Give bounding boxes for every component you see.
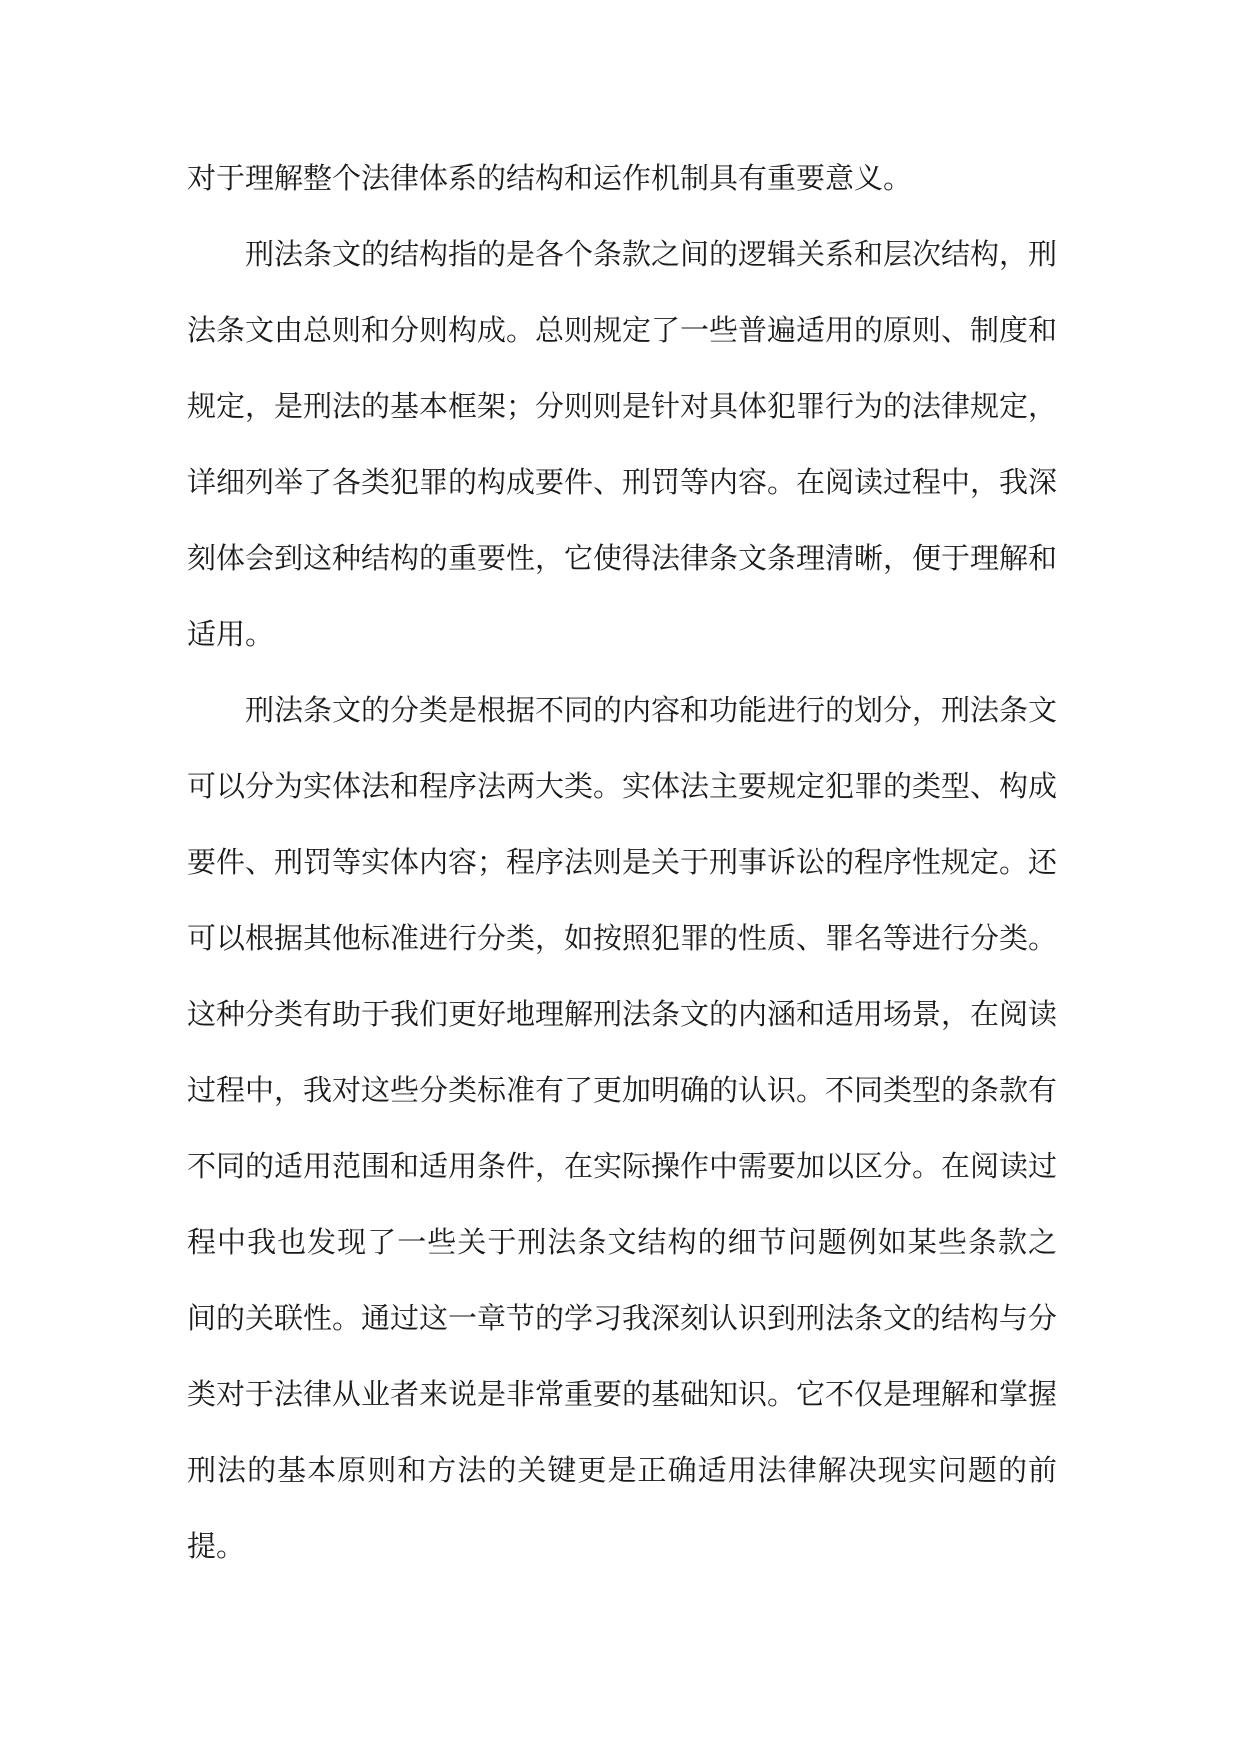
text-line: 类对于法律从业者来说是非常重要的基础知识。它不仅是理解和掌握	[187, 1377, 1057, 1411]
body-text	[187, 140, 1057, 1584]
paragraph	[187, 216, 1057, 672]
text-line: 对于理解整个法律体系的结构和运作机制具有重要意义。	[187, 161, 913, 195]
text-line: 法条文由总则和分则构成。总则规定了一些普遍适用的原则、制度和	[187, 313, 1057, 347]
paragraph	[187, 672, 1057, 1584]
text-line: 适用。	[187, 617, 275, 651]
text-line: 刑法条文的结构指的是各个条款之间的逻辑关系和层次结构，刑	[245, 237, 1057, 271]
text-line: 这种分类有助于我们更好地理解刑法条文的内涵和适用场景，在阅读	[187, 997, 1057, 1031]
text-line: 规定，是刑法的基本框架；分则则是针对具体犯罪行为的法律规定，	[187, 389, 1057, 423]
text-line: 程中我也发现了一些关于刑法条文结构的细节问题例如某些条款之	[187, 1225, 1057, 1259]
text-line: 间的关联性。通过这一章节的学习我深刻认识到刑法条文的结构与分	[187, 1301, 1057, 1335]
text-line: 刑法条文的分类是根据不同的内容和功能进行的划分，刑法条文	[245, 693, 1057, 727]
text-line: 详细列举了各类犯罪的构成要件、刑罚等内容。在阅读过程中，我深	[187, 465, 1057, 499]
text-line: 刻体会到这种结构的重要性，它使得法律条文条理清晰，便于理解和	[187, 541, 1057, 575]
text-line: 刑法的基本原则和方法的关键更是正确适用法律解决现实问题的前	[187, 1453, 1057, 1487]
text-line: 过程中，我对这些分类标准有了更加明确的认识。不同类型的条款有	[187, 1073, 1057, 1107]
text-line: 可以分为实体法和程序法两大类。实体法主要规定犯罪的类型、构成	[187, 769, 1057, 803]
text-line: 要件、刑罚等实体内容；程序法则是关于刑事诉讼的程序性规定。还	[187, 845, 1057, 879]
text-line: 可以根据其他标准进行分类，如按照犯罪的性质、罪名等进行分类。	[187, 921, 1057, 955]
text-line: 不同的适用范围和适用条件，在实际操作中需要加以区分。在阅读过	[187, 1149, 1057, 1183]
paragraph	[187, 140, 1057, 216]
text-line: 提。	[187, 1529, 246, 1563]
